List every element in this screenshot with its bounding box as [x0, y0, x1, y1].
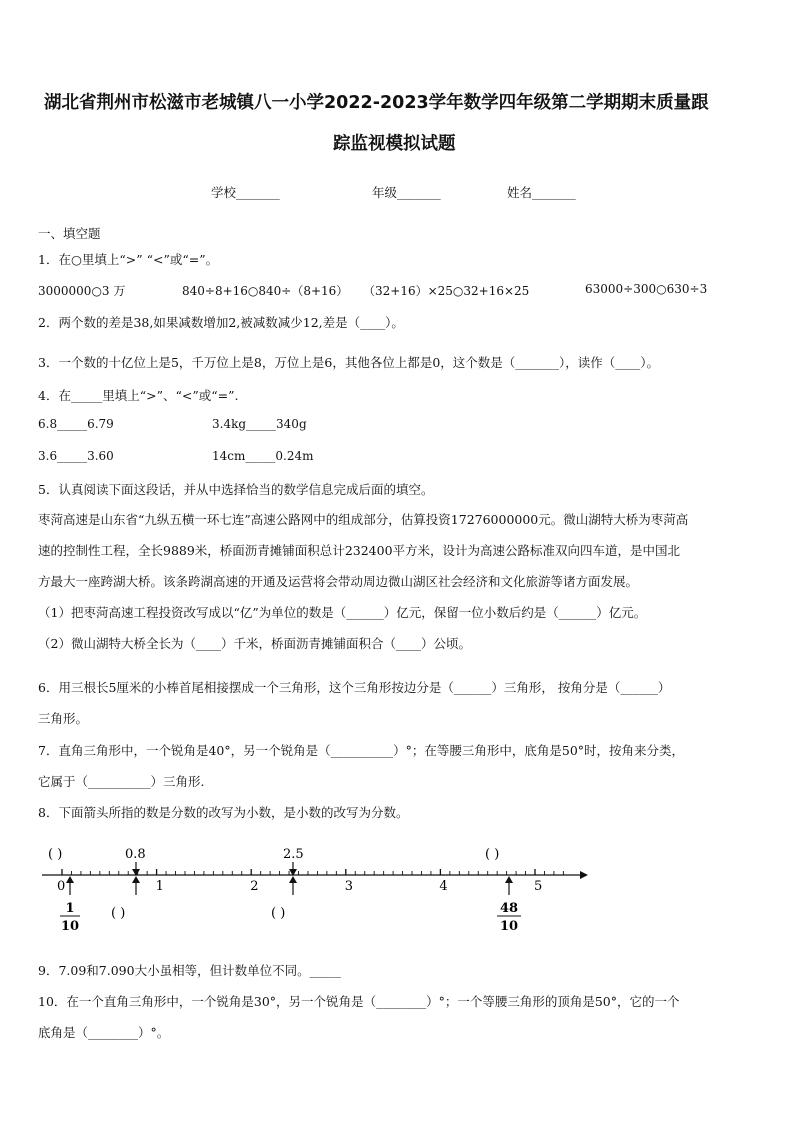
school-field[interactable]: 学校_______ [211, 185, 280, 200]
q5-paragraph-line: 枣菏高速是山东省“九纵五横一环七连”高速公路网中的组成部分，估算投资17276000000元。微山湖特大桥为枣菏高 [38, 512, 689, 527]
name-field[interactable]: 姓名_______ [507, 185, 576, 200]
fraction-2-numerator: 48 [499, 901, 519, 916]
question-10-cont[interactable]: 底角是（________）°。 [38, 1025, 170, 1040]
question-7[interactable]: 7．直角三角形中，一个锐角是40°，另一个锐角是（__________）°；在等腰三角形中，底角是50°时，按角来分类， [38, 743, 685, 758]
q4-item[interactable]: 3.4kg_____340g [212, 417, 307, 431]
question-5: 5．认真阅读下面这段话，并从中选择恰当的数学信息完成后面的填空。 [38, 482, 434, 497]
tick-label: 5 [534, 879, 543, 894]
q5-paragraph-line: 方最大一座跨湖大桥。该条跨湖高速的开通及运营将会带动周边微山湖区社会经济和文化旅游等诸方面发展。 [38, 574, 639, 589]
arrow-up [505, 876, 513, 895]
page-title-line2: 踪监视模拟试题 [333, 134, 456, 154]
tick-label: 4 [439, 879, 448, 894]
bottom-blank[interactable]: ( ) [111, 906, 126, 921]
question-10[interactable]: 10．在一个直角三角形中，一个锐角是30°，另一个锐角是（________）°；一个等腰三角形的顶角是50°，它的一个 [38, 994, 680, 1009]
question-6[interactable]: 6．用三根长5厘米的小棒首尾相接摆成一个三角形，这个三角形按边分是（______）三角形， 按角分是（______） [38, 680, 671, 695]
top-label-2.5: 2.5 [283, 847, 304, 862]
arrow-up [289, 876, 297, 895]
arrow-down [289, 862, 297, 876]
question-1: 1．在○里填上“>” “<”或“=”。 [38, 252, 219, 267]
question-6-cont: 三角形。 [38, 711, 89, 726]
top-label-blank[interactable]: ( ) [48, 847, 63, 862]
number-line-figure [0, 835, 794, 940]
question-8: 8．下面箭头所指的数是分数的改写为小数，是小数的改写为分数。 [38, 805, 409, 820]
q4-item[interactable]: 3.6_____3.60 [38, 449, 114, 463]
tick-label: 3 [344, 879, 354, 894]
q5-sub-1[interactable]: （1）把枣菏高速工程投资改写成以“亿”为单位的数是（______）亿元，保留一位小数后约是（______）亿元。 [38, 605, 647, 620]
number-line-axis [42, 871, 588, 879]
q1-item[interactable]: （32+16）×25○32+16×25 [363, 284, 530, 298]
fraction-1-numerator: 1 [65, 901, 75, 916]
q5-sub-2[interactable]: （2）微山湖特大桥全长为（____）千米，桥面沥青摊铺面积合（____）公顷。 [38, 636, 471, 651]
bottom-blank[interactable]: ( ) [271, 906, 286, 921]
page-title-line1: 湖北省荆州市松滋市老城镇八一小学2022-2023学年数学四年级第二学期期末质量跟 [44, 93, 709, 113]
arrow-up [66, 876, 74, 895]
fraction-2-denominator: 10 [499, 919, 519, 934]
section-heading: 一、填空题 [38, 226, 101, 241]
tick-label: 0 [57, 879, 66, 894]
q1-item[interactable]: 63000÷300○630÷3 [585, 282, 708, 296]
top-label-blank[interactable]: ( ) [485, 847, 500, 862]
question-7-cont[interactable]: 它属于（__________）三角形. [38, 774, 205, 789]
arrow-down [132, 862, 140, 876]
question-9[interactable]: 9．7.09和7.090大小虽相等，但计数单位不同。_____ [38, 963, 341, 978]
question-2[interactable]: 2．两个数的差是38,如果减数增加2,被减数减少12,差是（____）。 [38, 315, 404, 330]
tick-label: 1 [155, 879, 164, 894]
q4-item[interactable]: 14cm_____0.24m [212, 449, 314, 463]
q1-item[interactable]: 3000000○3 万 [38, 284, 126, 298]
arrow-up [132, 876, 140, 895]
question-3[interactable]: 3．一个数的十亿位上是5，千万位上是8，万位上是6，其他各位上都是0，这个数是（_______），读作（____）。 [38, 355, 660, 370]
q4-item[interactable]: 6.8_____6.79 [38, 417, 114, 431]
tick-label: 2 [250, 879, 259, 894]
question-4: 4．在_____里填上“>”、“<”或“=”. [38, 388, 239, 403]
grade-field[interactable]: 年级_______ [372, 185, 441, 200]
q1-item[interactable]: 840÷8+16○840÷（8+16） [182, 284, 349, 298]
top-label-0.8: 0.8 [125, 847, 146, 862]
q5-paragraph-line: 速的控制性工程，全长9889米，桥面沥青摊铺面积总计232400平方米，设计为高速公路标准双向四车道，是中国北 [38, 543, 681, 558]
fraction-1-denominator: 10 [60, 919, 80, 934]
